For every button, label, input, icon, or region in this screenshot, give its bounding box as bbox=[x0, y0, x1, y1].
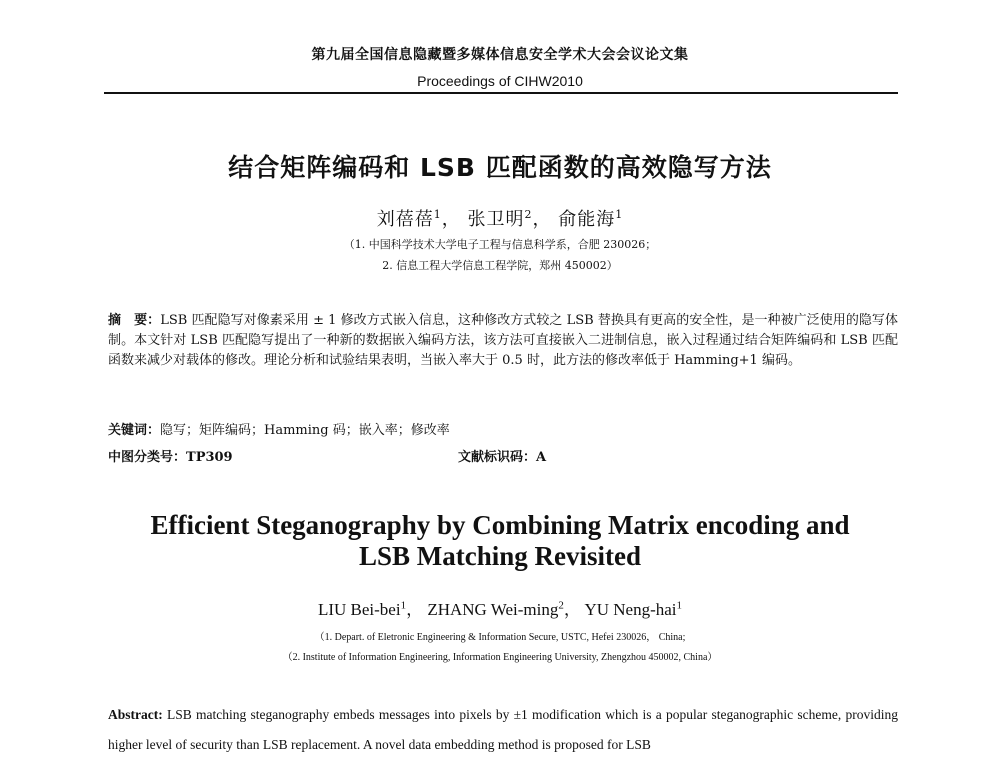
author-separator: ， bbox=[406, 600, 424, 619]
abstract-cn bbox=[108, 311, 898, 371]
proceedings-title-en: Proceedings of CIHW2010 bbox=[417, 73, 583, 89]
author-name-cn: 刘蓓蓓 bbox=[376, 209, 434, 230]
author-name-cn: 俞能海 bbox=[558, 209, 616, 230]
author-name-cn: 张卫明 bbox=[467, 209, 525, 230]
paper-title-cn: 结合矩阵编码和 LSB 匹配函数的高效隐写方法 bbox=[228, 153, 772, 182]
author-affil-mark: 1 bbox=[400, 599, 407, 612]
abstract-text-en: LSB matching steganography embeds messages into pixels by ±1 modification which is a popular steganographic scheme, providing higher level of security than LSB replacement. A novel data embedding method is proposed for LSB bbox=[108, 707, 899, 752]
paper-title-en-line-1: Efficient Steganography by Combining Matrix encoding and bbox=[150, 510, 850, 540]
abstract-label-en: Abstract: bbox=[108, 707, 163, 722]
author-affil-mark: 1 bbox=[433, 208, 442, 221]
clc-number bbox=[108, 448, 233, 468]
clc-label: 中图分类号： bbox=[108, 450, 187, 465]
doc-code-value: A bbox=[536, 450, 547, 465]
author-name-en: YU Neng-hai bbox=[584, 600, 677, 619]
author-name-en: LIU Bei-bei bbox=[317, 600, 401, 619]
author-affil-mark: 2 bbox=[524, 208, 533, 221]
author-affil-mark: 2 bbox=[558, 599, 564, 612]
keywords-label-cn: 关键词： bbox=[108, 423, 161, 438]
author-separator: ， bbox=[441, 209, 461, 230]
document-code bbox=[458, 448, 546, 468]
clc-value: TP309 bbox=[186, 450, 233, 465]
proceedings-title-cn: 第九届全国信息隐藏暨多媒体信息安全学术大会会议论文集 bbox=[311, 47, 689, 63]
affiliation-cn-1: （1. 中国科学技术大学电子工程与信息科学系，合肥 230026； bbox=[343, 238, 657, 251]
paper-title-en bbox=[0, 510, 1000, 572]
author-separator: ， bbox=[532, 209, 552, 230]
keywords-cn bbox=[108, 421, 898, 441]
abstract-label-cn: 摘 要： bbox=[108, 313, 161, 328]
affiliation-en-2: （2. Institute of Information Engineering, Information Engineering University, Zhengzhou 450002, China） bbox=[282, 652, 718, 663]
paper-title-en-line-2: LSB Matching Revisited bbox=[358, 541, 641, 571]
abstract-en bbox=[108, 700, 898, 760]
abstract-text-cn: LSB 匹配隐写对像素采用 ± 1 修改方式嵌入信息，这种修改方式较之 LSB 替换具有更高的安全性，是一种被广泛使用的隐写体制。本文针对 LSB 匹配隐写提出了一种新的数据嵌入编码方法，该方法可直接嵌入二进制信息，嵌入过程通过结合矩阵编码和 LSB 匹配函数来减少对载体的修改。理论分析和试验结果表明，当嵌入率大于 0.5 时，此方法的修改率低于 Hamming+1 编码。 bbox=[108, 313, 898, 368]
author-list-en bbox=[0, 595, 1000, 620]
author-affil-mark: 1 bbox=[615, 208, 624, 221]
affiliation-cn-2: 2. 信息工程大学信息工程学院，郑州 450002） bbox=[382, 259, 618, 272]
author-separator: ， bbox=[563, 600, 581, 619]
affiliation-en-1: （1. Depart. of Eletronic Engineering & Information Secure, USTC, Hefei 230026， China; bbox=[314, 632, 686, 643]
keywords-text-cn: 隐写；矩阵编码；Hamming 码；嵌入率；修改率 bbox=[160, 423, 450, 438]
author-affil-mark: 1 bbox=[676, 599, 683, 612]
author-name-en: ZHANG Wei-ming bbox=[427, 600, 559, 619]
author-list-cn bbox=[0, 205, 1000, 231]
doc-code-label: 文献标识码： bbox=[458, 450, 537, 465]
header-rule bbox=[104, 92, 898, 94]
